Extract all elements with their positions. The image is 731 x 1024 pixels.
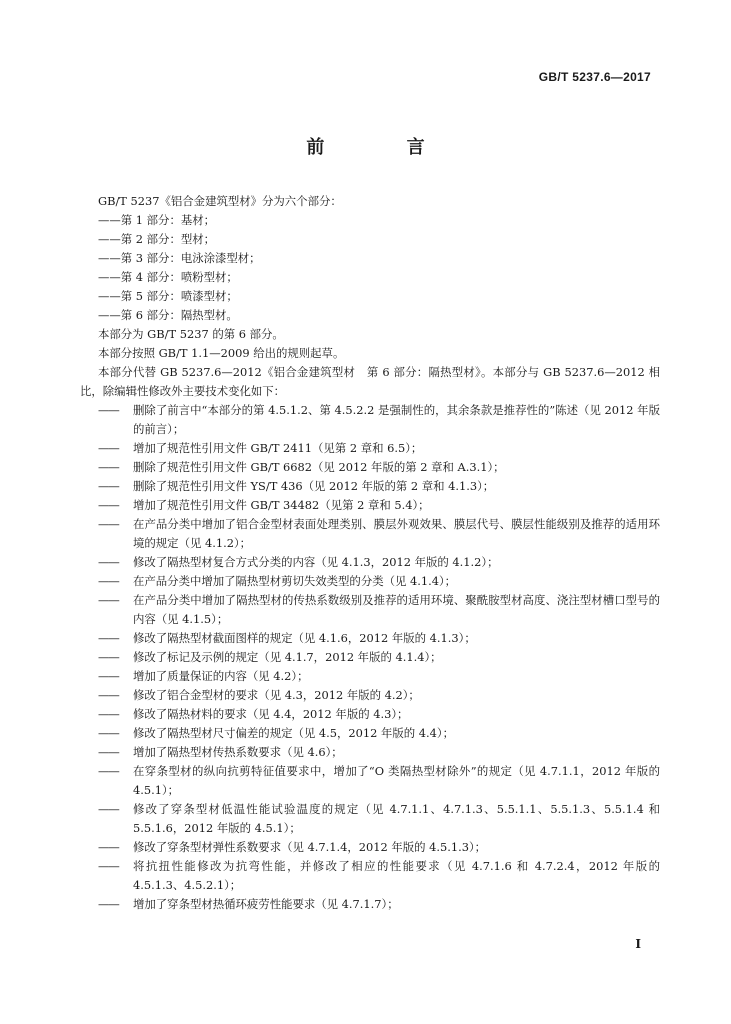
change-text: 在产品分类中增加了隔热型材剪切失效类型的分类（见 4.1.4）； (133, 574, 457, 588)
change-text: 在产品分类中增加了隔热型材的传热系数级别及推荐的适用环境、聚酰胺型材高度、浇注型材槽口型号的内容（见 4.1.5）； (133, 593, 660, 626)
change-item (80, 895, 660, 914)
change-text: 增加了质量保证的内容（见 4.2）； (133, 669, 309, 683)
change-item (80, 838, 660, 857)
part-statement: 本部分为 GB/T 5237 的第 6 部分。 (98, 327, 284, 341)
change-text: 修改了隔热材料的要求（见 4.4，2012 年版的 4.3）； (133, 707, 409, 721)
dash-marker: —— (98, 764, 119, 778)
change-item (80, 515, 660, 553)
change-text: 删除了规范性引用文件 GB/T 6682（见 2012 年版的第 2 章和 A.3.1）； (133, 460, 505, 474)
dash-marker: —— (98, 688, 119, 702)
changes-list (80, 401, 660, 914)
dash-marker: —— (98, 441, 119, 455)
change-item (80, 667, 660, 686)
dash-marker: —— (98, 859, 119, 873)
change-text: 修改了穿条型材低温性能试验温度的规定（见 4.7.1.1、4.7.1.3、5.5.1.1、5.5.1.3、5.5.1.4 和 5.5.1.6，2012 年版的 4.5.1）； (133, 802, 660, 835)
intro-paragraph: GB/T 5237《铝合金建筑型材》分为六个部分： (98, 194, 342, 208)
change-text: 增加了规范性引用文件 GB/T 2411（见第 2 章和 6.5）； (133, 441, 423, 455)
change-text: 将抗扭性能修改为抗弯性能，并修改了相应的性能要求（见 4.7.1.6 和 4.7.2.4，2012 年版的 4.5.1.3、4.5.2.1）； (133, 859, 660, 892)
part-item: ——第 2 部分：型材； (98, 232, 216, 246)
dash-marker: —— (98, 631, 119, 645)
dash-marker: —— (98, 840, 119, 854)
document-body (80, 192, 660, 914)
change-text: 修改了隔热型材截面图样的规定（见 4.1.6，2012 年版的 4.1.3）； (133, 631, 476, 645)
change-text: 修改了隔热型材复合方式分类的内容（见 4.1.3，2012 年版的 4.1.2）； (133, 555, 499, 569)
part-item: ——第 1 部分：基材； (98, 213, 216, 227)
change-item (80, 705, 660, 724)
dash-marker: —— (98, 802, 119, 816)
change-item (80, 648, 660, 667)
change-text: 增加了隔热型材传热系数要求（见 4.6）； (133, 745, 343, 759)
change-item (80, 553, 660, 572)
dash-marker: —— (98, 593, 119, 607)
part-item: ——第 4 部分：喷粉型材； (98, 270, 238, 284)
dash-marker: —— (98, 517, 119, 531)
change-text: 删除了前言中“本部分的第 4.5.1.2、第 4.5.2.2 是强制性的，其余条款是推荐性的”陈述（见 2012 年版的前言）； (133, 403, 660, 436)
change-text: 增加了穿条型材热循环疲劳性能要求（见 4.7.1.7）； (133, 897, 399, 911)
change-text: 修改了隔热型材尺寸偏差的规定（见 4.5，2012 年版的 4.4）； (133, 726, 454, 740)
change-item (80, 857, 660, 895)
change-item (80, 477, 660, 496)
change-item (80, 458, 660, 477)
change-item (80, 439, 660, 458)
change-item (80, 686, 660, 705)
dash-marker: —— (98, 555, 119, 569)
dash-marker: —— (98, 745, 119, 759)
dash-marker: —— (98, 479, 119, 493)
change-item (80, 743, 660, 762)
dash-marker: —— (98, 403, 119, 417)
standard-code: GB/T 5237.6—2017 (538, 70, 651, 84)
change-text: 在穿条型材的纵向抗剪特征值要求中，增加了“O 类隔热型材除外”的规定（见 4.7.1.1，2012 年版的 4.5.1）； (133, 764, 660, 797)
dash-marker: —— (98, 897, 119, 911)
change-text: 修改了标记及示例的规定（见 4.1.7，2012 年版的 4.1.4）； (133, 650, 442, 664)
change-text: 增加了规范性引用文件 GB/T 34482（见第 2 章和 5.4）； (133, 498, 430, 512)
change-item (80, 572, 660, 591)
dash-marker: —— (98, 574, 119, 588)
change-item (80, 800, 660, 838)
dash-marker: —— (98, 498, 119, 512)
part-item: ——第 3 部分：电泳涂漆型材； (98, 251, 261, 265)
part-item: ——第 6 部分：隔热型材。 (98, 308, 238, 322)
part-item: ——第 5 部分：喷漆型材； (98, 289, 238, 303)
replacement-paragraph: 本部分代替 GB 5237.6—2012《铝合金建筑型材 第 6 部分：隔热型材》。本部分与 GB 5237.6—2012 相比，除编辑性修改外主要技术变化如下： (80, 365, 660, 398)
dash-marker: —— (98, 669, 119, 683)
change-item (80, 762, 660, 800)
dash-marker: —— (98, 726, 119, 740)
page-title: 前 言 (306, 137, 463, 158)
change-item (80, 496, 660, 515)
change-text: 修改了铝合金型材的要求（见 4.3，2012 年版的 4.2）； (133, 688, 420, 702)
change-item (80, 591, 660, 629)
change-item (80, 629, 660, 648)
change-item (80, 401, 660, 439)
page-number: I (635, 937, 641, 951)
change-text: 删除了规范性引用文件 YS/T 436（见 2012 年版的第 2 章和 4.1.3）； (133, 479, 495, 493)
change-item (80, 724, 660, 743)
change-text: 在产品分类中增加了铝合金型材表面处理类别、膜层外观效果、膜层代号、膜层性能级别及推荐的适用环境的规定（见 4.1.2）； (133, 517, 660, 550)
change-text: 修改了穿条型材弹性系数要求（见 4.7.1.4，2012 年版的 4.5.1.3）； (133, 840, 487, 854)
drafting-rule-statement: 本部分按照 GB/T 1.1—2009 给出的规则起草。 (98, 346, 345, 360)
dash-marker: —— (98, 650, 119, 664)
dash-marker: —— (98, 707, 119, 721)
dash-marker: —— (98, 460, 119, 474)
